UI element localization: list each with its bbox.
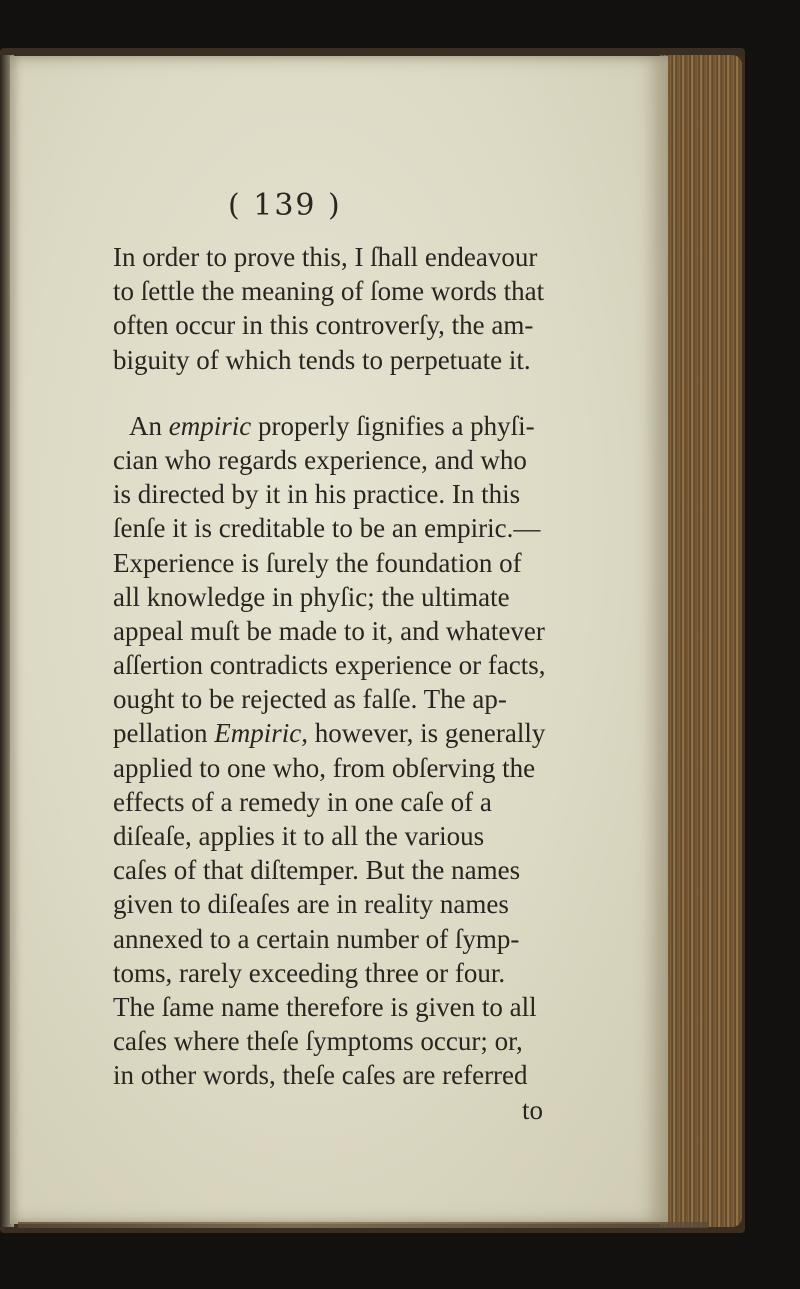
body-text: [113, 240, 546, 1127]
text-line: In order to prove this, I ſhall endeavour: [113, 242, 538, 272]
text-line: all knowledge in phyſic; the ultimate: [113, 581, 510, 612]
text-line: appeal muſt be made to it, and whatever: [113, 615, 545, 646]
text-line: effects of a remedy in one caſe of a: [113, 786, 492, 817]
text-line: Experience is ſurely the foundation of: [113, 547, 522, 578]
catchword: to: [521, 1094, 543, 1125]
text-line: biguity of which tends to perpetuate it.: [113, 344, 531, 375]
text-line: aſſertion contradicts experience or facts,: [113, 650, 546, 681]
text-line: caſes where theſe ſymptoms occur; or,: [113, 1026, 523, 1057]
text-line: in other words, theſe caſes are referred: [113, 1060, 528, 1091]
text-line: toms, rarely exceeding three or four.: [113, 957, 506, 988]
text-line: ſenſe it is creditable to be an empiric.—: [113, 513, 541, 544]
paragraph-gap: [113, 377, 543, 409]
text-line: often occur in this controverſy, the am-: [113, 310, 534, 341]
text-line: is directed by it in his practice. In this: [113, 479, 521, 510]
text-line: caſes of that diſtemper. But the names: [113, 855, 521, 886]
text-line: applied to one who, from obſerving the: [113, 752, 536, 783]
text-line: ought to be rejected as falſe. The ap-: [113, 684, 507, 715]
text-line: An empiric properly ſignifies a phyſi-: [129, 410, 535, 441]
page-bottom-edge: [18, 1222, 708, 1228]
text-line: given to diſeaſes are in reality names: [113, 889, 509, 920]
text-line: pellation Empiric, however, is generally: [113, 718, 546, 749]
text-line: diſeaſe, applies it to all the various: [113, 821, 485, 851]
page-edges: [660, 55, 742, 1227]
text-line: annexed to a certain number of ſymp-: [113, 923, 520, 954]
text-line: cian who regards experience, and who: [113, 444, 527, 475]
text-line: The ſame name therefore is given to all: [113, 991, 537, 1022]
page-number: ( 139 ): [228, 188, 342, 223]
text-line: to ſettle the meaning of ſome words that: [113, 276, 545, 307]
